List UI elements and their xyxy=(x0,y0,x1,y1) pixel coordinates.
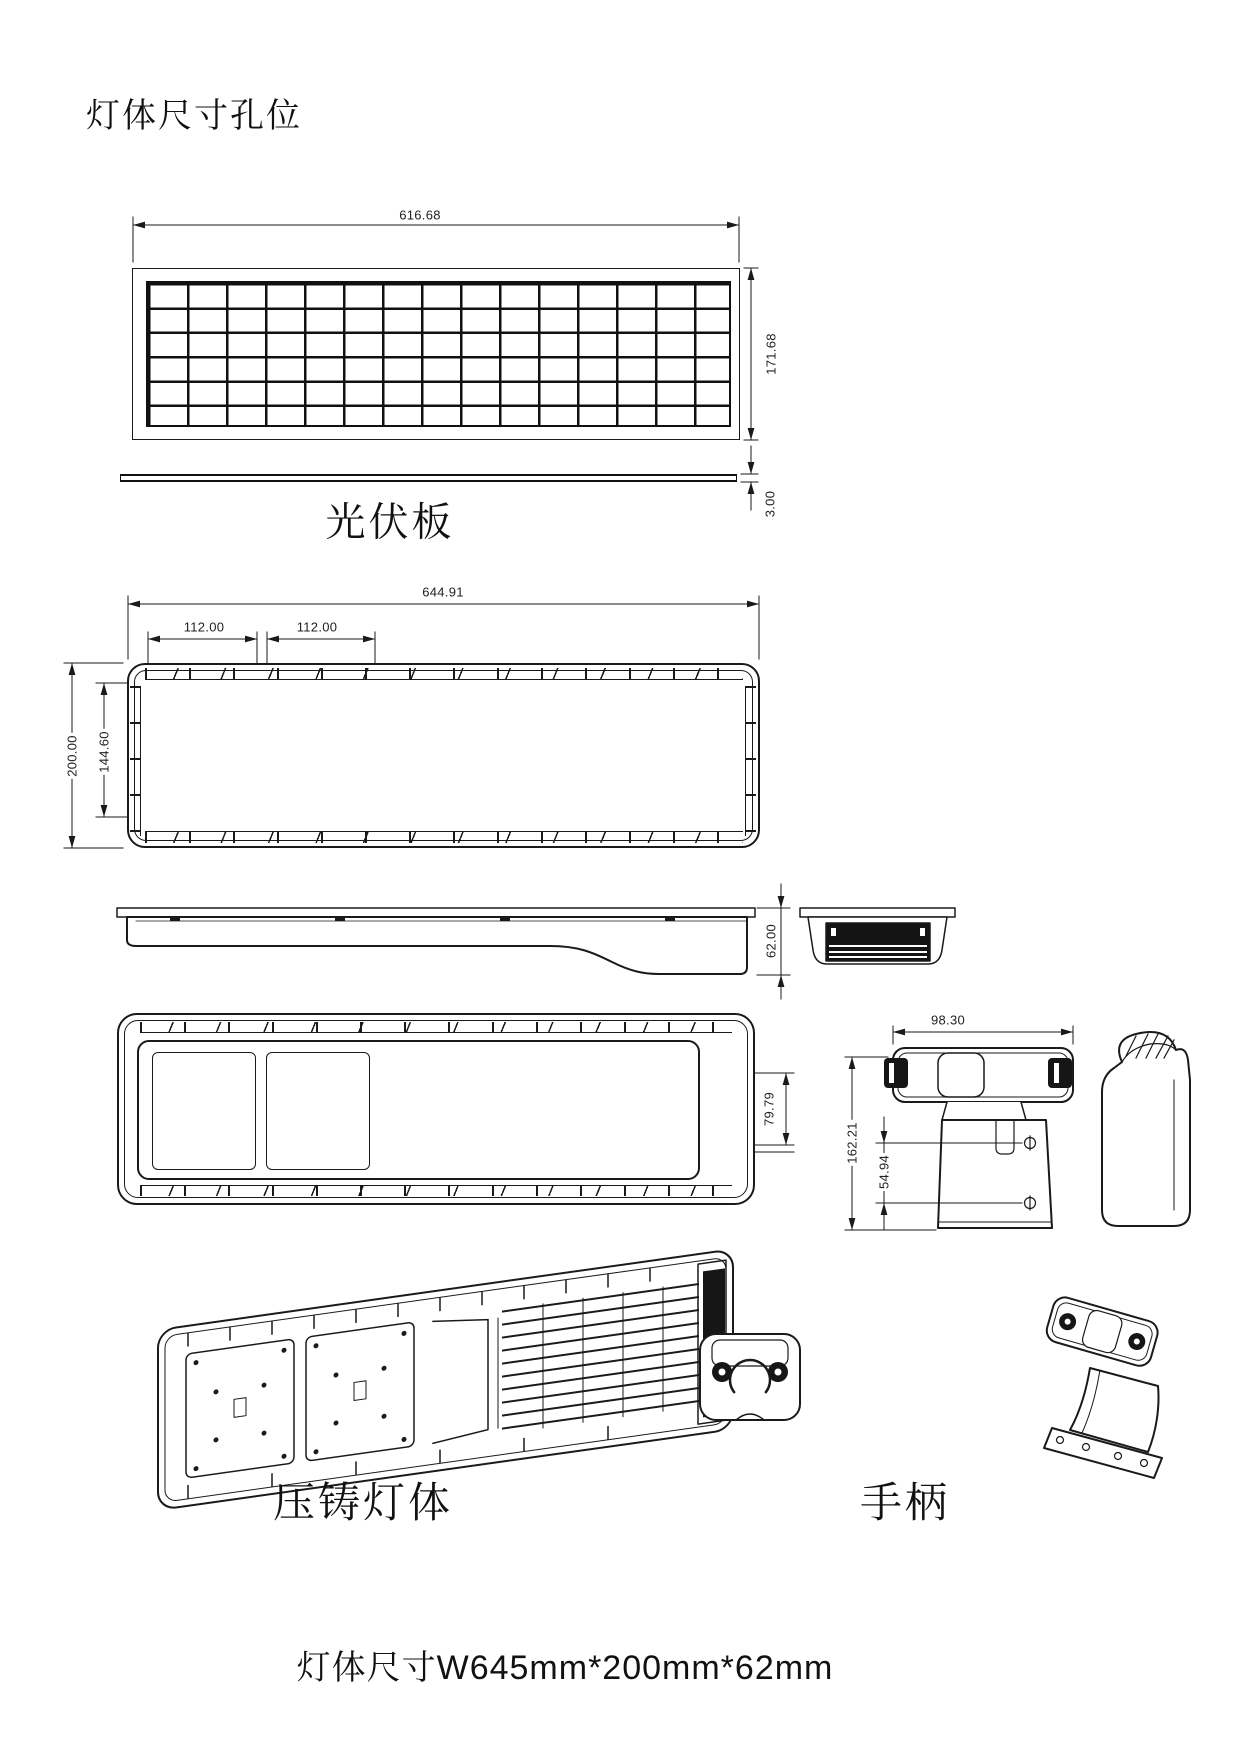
handle-iso-view xyxy=(1044,1295,1162,1478)
handle-side-view xyxy=(1102,1032,1190,1226)
dim-plate-height: 144.60 xyxy=(96,731,112,773)
page-title: 灯体尺寸孔位 xyxy=(86,97,302,135)
handle-front-view xyxy=(845,1026,1073,1230)
body-top-truss-bottom xyxy=(145,831,743,843)
body-top-inner-outline xyxy=(134,670,753,841)
bottom-led-plate-1 xyxy=(152,1052,256,1170)
label-die-cast-body: 压铸灯体 xyxy=(272,1479,454,1526)
body-bottom-truss-top xyxy=(140,1022,732,1033)
bottom-led-plate-2 xyxy=(266,1052,370,1170)
solar-panel-cell-grid xyxy=(146,281,731,427)
label-handle: 手柄 xyxy=(859,1479,951,1526)
body-side-view xyxy=(117,884,790,999)
dim-handle-hole-spacing: 54.94 xyxy=(876,1154,892,1190)
body-end-view xyxy=(800,908,955,964)
body-top-truss-top xyxy=(145,668,743,680)
dim-plate1-width: 112.00 xyxy=(183,619,225,635)
dim-panel-height: 171.68 xyxy=(763,333,779,375)
dim-body-width: 644.91 xyxy=(422,584,464,600)
body-bottom-truss-bottom xyxy=(140,1185,732,1196)
dim-body-depth: 62.00 xyxy=(763,923,779,959)
body-top-truss-left xyxy=(130,686,141,836)
dim-handle-width: 98.30 xyxy=(930,1012,966,1028)
dim-plate2-width: 112.00 xyxy=(296,619,338,635)
dim-handle-height: 162.21 xyxy=(844,1122,860,1164)
label-solar-panel: 光伏板 xyxy=(325,500,455,545)
body-top-truss-right xyxy=(745,686,756,836)
dim-body-height: 200.00 xyxy=(64,735,80,777)
solar-panel-side-view xyxy=(120,474,737,482)
dim-panel-width: 616.68 xyxy=(399,207,441,223)
dim-panel-thickness: 3.00 xyxy=(762,490,778,518)
footer-size-text: 灯体尺寸W645mm*200mm*62mm xyxy=(296,1649,834,1687)
dim-connector-length: 79.79 xyxy=(761,1091,777,1127)
bracket-top-view xyxy=(700,1334,800,1420)
